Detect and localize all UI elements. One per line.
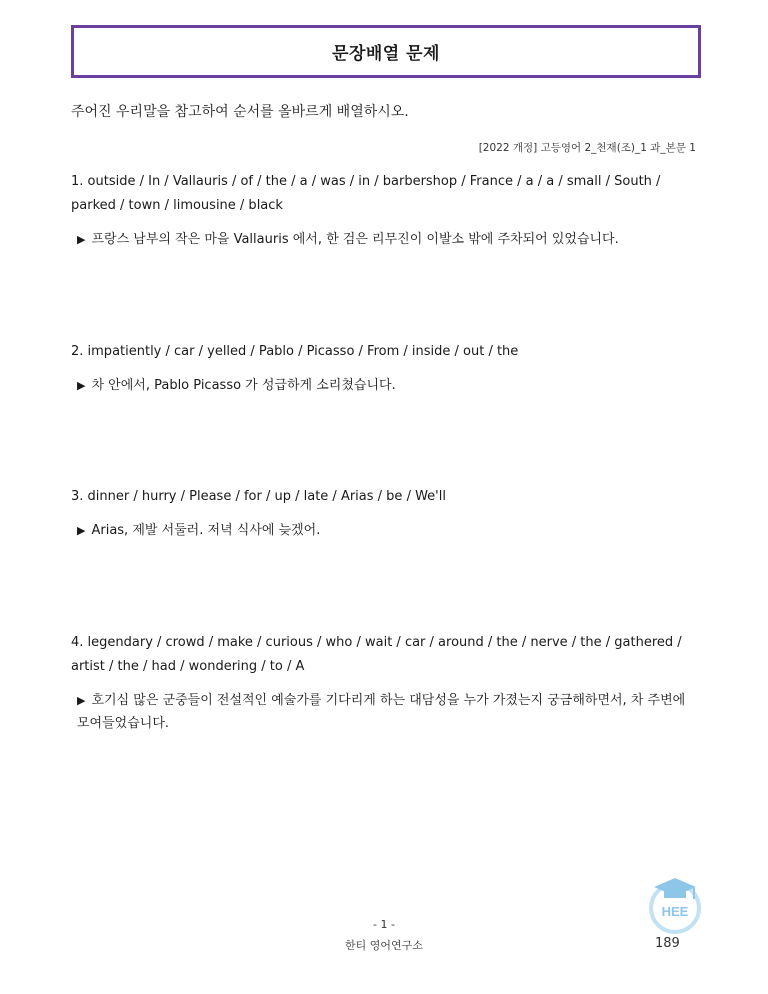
question-words: 2. impatiently / car / yelled / Pablo / Picasso / From / inside / out / the xyxy=(71,344,519,359)
hint-text: 호기심 많은 군중들이 전설적인 예술가를 기다리게 하는 대담성을 누가 가졌는지 궁금해하면서, 차 주변에 모여들었습니다. xyxy=(77,693,686,731)
arrow-icon: ▶ xyxy=(77,694,86,707)
footer-organization: 한티 영어연구소 xyxy=(345,939,423,952)
arrow-icon: ▶ xyxy=(77,233,86,246)
arrow-icon: ▶ xyxy=(77,524,86,537)
instruction-text: 주어진 우리말을 참고하여 순서를 올바르게 배열하시오. xyxy=(71,104,409,120)
footer-page-indicator: - 1 - xyxy=(373,918,395,931)
question-words: 3. dinner / hurry / Please / for / up / late / Arias / be / We'll xyxy=(71,489,446,504)
page-title: 문장배열 문제 xyxy=(332,44,440,64)
question-words: 4. legendary / crowd / make / curious / who / wait / car / around / the / nerve / the / gathered / artist / the / had / wondering / to / A xyxy=(71,635,682,674)
question-hint xyxy=(71,228,701,251)
question-hint xyxy=(71,689,701,735)
question-hint xyxy=(71,519,701,542)
hint-text: 프랑스 남부의 작은 마을 Vallauris 에서, 한 검은 리무진이 이발소 밖에 주차되어 있었습니다. xyxy=(91,232,619,247)
logo-text: HEE xyxy=(661,904,689,919)
hint-text: 차 안에서, Pablo Picasso 가 성급하게 소리쳤습니다. xyxy=(91,378,396,393)
arrow-icon: ▶ xyxy=(77,379,86,392)
question-hint xyxy=(71,374,701,397)
question-1 xyxy=(71,170,701,251)
question-words: 1. outside / In / Vallauris / of / the / a / was / in / barbershop / France / a / a / small / South / parked / town / limousine / black xyxy=(71,174,661,213)
question-2 xyxy=(71,340,701,397)
question-4 xyxy=(71,631,701,735)
hint-text: Arias, 제발 서둘러. 저녁 식사에 늦겠어. xyxy=(91,523,321,538)
page-number: 189 xyxy=(655,936,680,951)
page-title-box xyxy=(71,25,701,78)
question-3 xyxy=(71,485,701,542)
source-reference: [2022 개정] 고등영어 2_천재(조)_1 과_본문 1 xyxy=(478,142,696,154)
